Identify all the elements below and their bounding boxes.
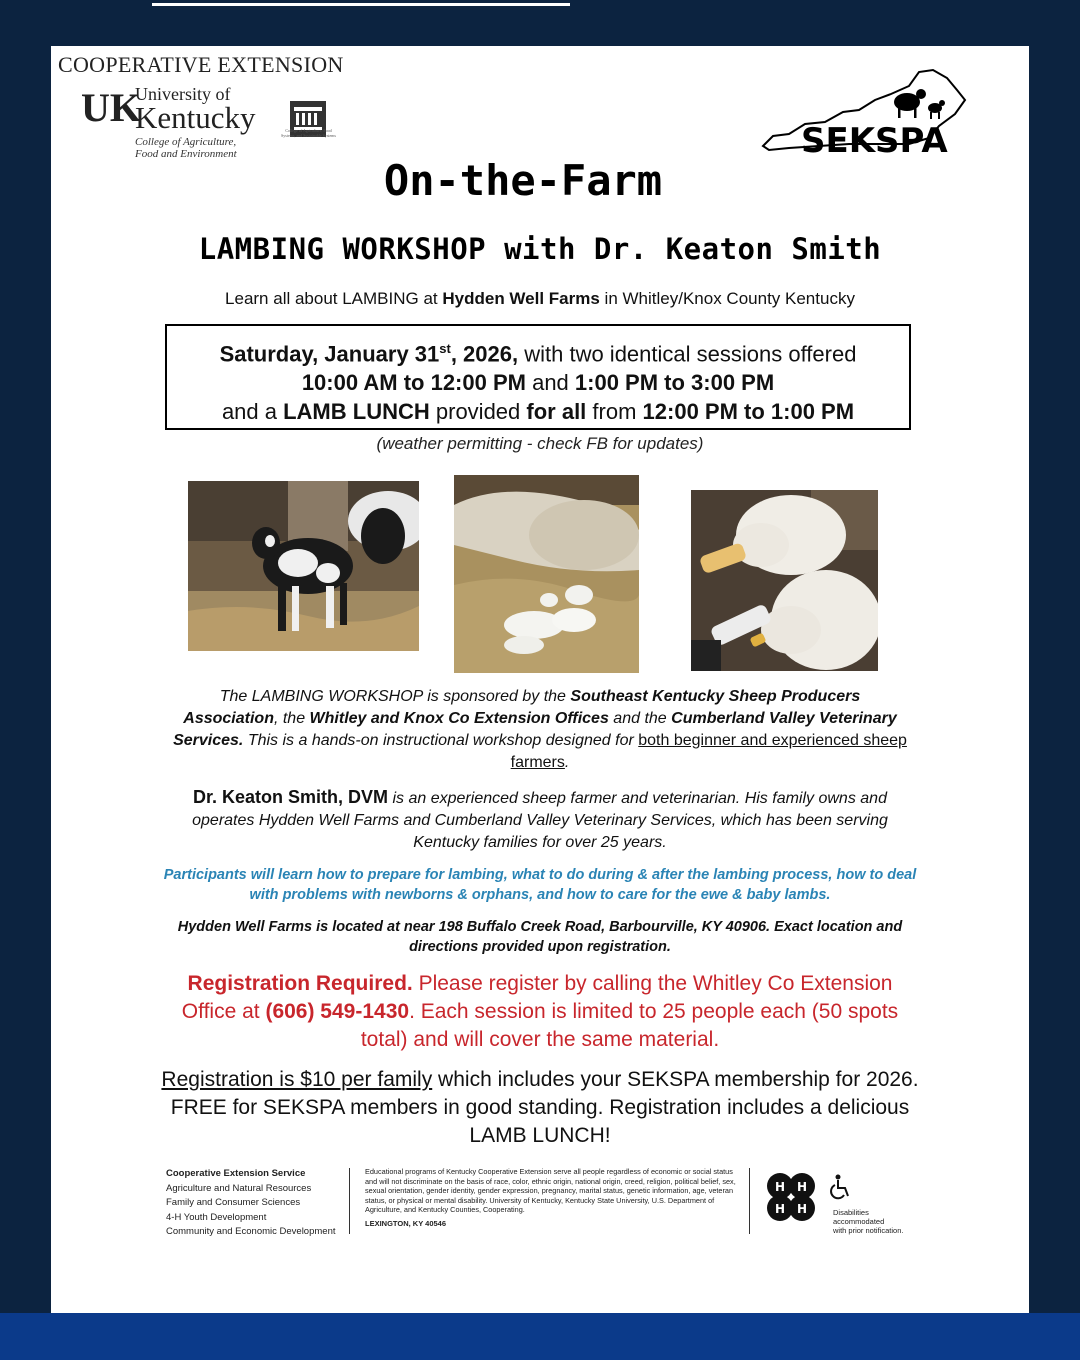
- footer-disclaimer-text: Educational programs of Kentucky Cooperative Extension serve all people regardless of economic or social status and will not discriminate on the basis of race, color, ethnic origin, national origin, creed, religion, political belief, sex, sexual orientation, gender identity, gender expression, pregnancy, marital status, genetic information, age, veteran status, or physical or mental disability. University of Kentucky, Kentucky State University, U.S. Department of Agriculture, and Kentucky Counties, Cooperating.: [365, 1167, 736, 1214]
- uk-kentucky-wordmark: Kentucky: [135, 100, 256, 135]
- sponsor-b1: Southeast Kentucky Sheep Producers Association: [183, 688, 861, 727]
- footer-divider-1: [349, 1168, 350, 1234]
- lamb-photo-1: [188, 481, 419, 651]
- date-sup: st: [439, 341, 451, 356]
- uk-college-line2: Food and Environment: [135, 148, 237, 160]
- registration-required: Registration Required.: [187, 972, 413, 995]
- sessions-text: with two identical sessions offered: [518, 341, 857, 367]
- top-accent-line: [152, 3, 570, 6]
- sponsor-b3: Cumberland Valley Veterinary Services.: [173, 710, 897, 749]
- lamb-photo-2: [454, 475, 639, 673]
- svg-text:H: H: [775, 1180, 786, 1194]
- disabilities-line-2: with prior notification.: [833, 1226, 904, 1235]
- page-title: On-the-Farm: [383, 156, 663, 205]
- four-h-clover-icon: [764, 1170, 818, 1226]
- weather-note: (weather permitting - check FB for updates): [376, 434, 704, 453]
- location-paragraph: Hydden Well Farms is located at near 198 Buffalo Creek Road, Barbourville, KY 40906. Exact location and directions provided upon registration.: [177, 919, 903, 955]
- lunch-and-a: and a: [221, 399, 284, 425]
- sponsor-p3: and the: [608, 710, 672, 727]
- sekspa-logo-text: SEKSPA: [801, 121, 948, 156]
- date-year: , 2026,: [450, 341, 519, 367]
- registration-text1: Please register by calling the Whitley Co Extension Office at: [181, 972, 893, 1023]
- cooperative-extension-heading: COOPERATIVE EXTENSION: [58, 52, 344, 77]
- registration-paragraph: [161, 970, 919, 1054]
- workshop-subtitle: LAMBING WORKSHOP with Dr. Keaton Smith: [198, 232, 882, 266]
- lamb-photo-3: [691, 490, 878, 671]
- footer-program-3: 4-H Youth Development: [166, 1211, 267, 1223]
- sponsor-p4: This is a hands-on instructional workshop designed for: [243, 732, 639, 749]
- sessions-and: and: [525, 370, 575, 396]
- svg-text:H: H: [775, 1202, 786, 1216]
- sponsor-p5: .: [564, 754, 570, 771]
- fee-text: which includes your SEKSPA membership for 2026. FREE for SEKSPA members in good standing. Registration includes a delicious LAMB LUNCH!: [170, 1068, 919, 1147]
- lunch-line: [167, 397, 909, 426]
- date-box: [165, 324, 911, 430]
- fee-paragraph: [156, 1066, 924, 1150]
- footer-program-2: Family and Consumer Sciences: [166, 1197, 301, 1208]
- svg-text:H: H: [797, 1180, 808, 1194]
- learn-prefix: Learn all about LAMBING at: [225, 289, 443, 308]
- bio-text: is an experienced sheep farmer and veterinarian. His family owns and operates Hydden Well Farms and Cumberland Valley Veterinary Services, which has been serving Kentucky families for over 25 years.: [192, 790, 888, 851]
- sponsor-b2: Whitley and Knox Co Extension Offices: [309, 710, 609, 727]
- uk-logo-icon: [81, 88, 141, 126]
- lunch-from: from: [586, 399, 643, 425]
- bio-name: Dr. Keaton Smith, DVM: [193, 787, 389, 807]
- footer-divider-2: [749, 1168, 750, 1234]
- wheelchair-icon: [830, 1174, 852, 1200]
- footer-program-4: Community and Economic Development: [166, 1226, 336, 1237]
- bottom-bar: [0, 1313, 1080, 1360]
- footer-program-0: Cooperative Extension Service: [166, 1168, 306, 1179]
- date-line: [167, 334, 909, 368]
- disabilities-line-0: Disabilities: [833, 1208, 869, 1217]
- sponsor-paragraph: [171, 686, 909, 774]
- uk-college-line1: College of Agriculture,: [135, 136, 237, 148]
- footer-address: LEXINGTON, KY 40546: [365, 1218, 447, 1228]
- disabilities-line-1: accommodated: [833, 1217, 885, 1226]
- svg-text:H: H: [797, 1202, 808, 1216]
- kysu-seal-icon: [288, 88, 328, 150]
- lunch-provided: provided: [429, 399, 527, 425]
- session-2: 1:00 PM to 3:00 PM: [574, 370, 775, 396]
- learn-suffix: in Whitley/Knox County Kentucky: [599, 289, 855, 308]
- session-1: 10:00 AM to 12:00 PM: [301, 370, 526, 396]
- registration-text2: . Each session is limited to 25 people each (50 spots total) and will cover the same material.: [360, 1000, 899, 1051]
- sessions-line: [167, 368, 909, 397]
- lunch-label: LAMB LUNCH: [283, 399, 430, 425]
- footer-programs: [166, 1167, 346, 1240]
- participants-paragraph: Participants will learn how to prepare for lambing, what to do during & after the lambing process, how to deal with problems with newborns & orphans, and how to care for the ewe & baby lambs.: [163, 867, 917, 903]
- sponsor-p1: The LAMBING WORKSHOP is sponsored by the: [219, 688, 571, 705]
- disabilities-note: [833, 1208, 923, 1235]
- footer-disclaimer: [365, 1167, 745, 1228]
- lunch-for-all: for all: [526, 399, 587, 425]
- flyer-page: [51, 46, 1029, 1313]
- svg-text:UK: UK: [81, 88, 141, 126]
- bio-paragraph: [161, 786, 919, 854]
- footer-program-1: Agriculture and Natural Resources: [166, 1182, 312, 1194]
- uk-university-of: University of: [135, 84, 231, 104]
- sponsor-p2: , the: [273, 710, 310, 727]
- kentucky-map-sheep-icon: [759, 64, 969, 156]
- registration-phone: (606) 549-1430: [265, 1000, 410, 1023]
- lunch-time: 12:00 PM to 1:00 PM: [642, 399, 855, 425]
- learn-line: [51, 289, 1029, 309]
- fee-underlined: Registration is $10 per family: [161, 1068, 433, 1091]
- date-main: Saturday, January 31: [219, 341, 440, 367]
- learn-farm: Hydden Well Farms: [442, 289, 600, 308]
- sponsor-underlined: both beginner and experienced sheep farmers: [510, 732, 907, 771]
- kysu-caption: College of Agriculture, Food Systems, and Sustainable Systems: [281, 128, 336, 138]
